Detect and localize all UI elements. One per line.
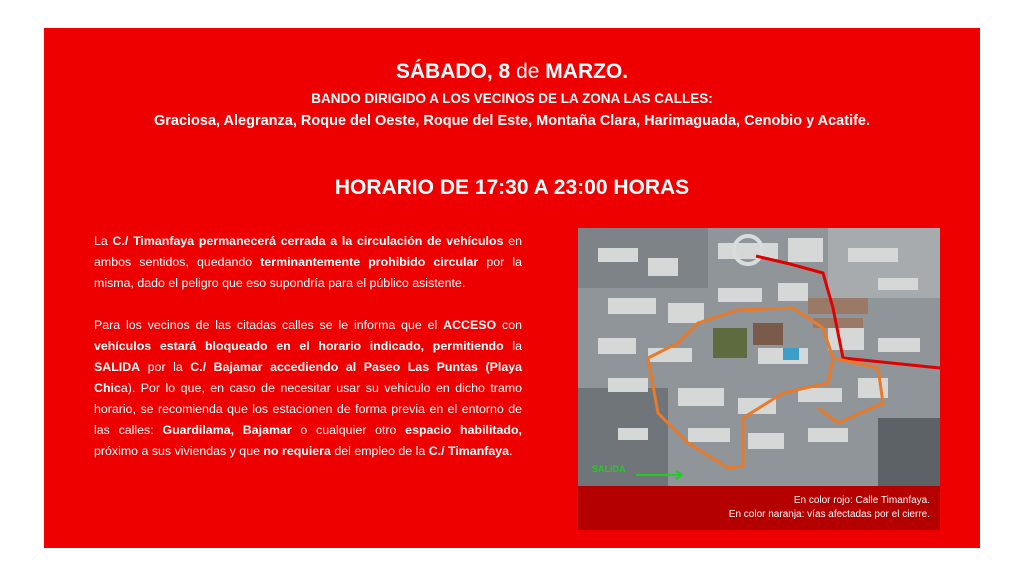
date-connector: de [516, 60, 540, 83]
aerial-map [578, 228, 940, 530]
legend-red-route: En color rojo: Calle Timanfaya. [793, 495, 930, 506]
notice-body [94, 231, 522, 483]
date-month: MARZO. [545, 60, 629, 83]
date-day: SÁBADO, 8 [395, 60, 511, 83]
legend-orange-route: En color naranja: vías afectadas por el cierre. [728, 509, 930, 520]
schedule-heading: HORARIO DE 17:30 A 23:00 HORAS [334, 176, 690, 199]
map-image [578, 228, 940, 486]
date-title [44, 60, 980, 84]
paragraph-closure: La C./ Timanfaya permanecerá cerrada a la circulación de vehículos en ambos sentidos, quedando terminantemente prohibido circular por la misma, dado el peligro que eso supondría para el público asistente. [94, 234, 522, 290]
exit-label: SALIDA [592, 464, 626, 474]
notice-subtitle: BANDO DIRIGIDO A LOS VECINOS DE LA ZONA LAS CALLES: [311, 91, 713, 106]
map-legend [578, 486, 940, 530]
affected-streets: Graciosa, Alegranza, Roque del Oeste, Roque del Este, Montaña Clara, Harimaguada, Cenobio y Acatife. [153, 113, 871, 129]
paragraph-access: Para los vecinos de las citadas calles se le informa que el ACCESO con vehículos estará bloqueado en el horario indicado, permitiendo la SALIDA por la C./ Bajamar accediendo al Paseo Las Puntas (Playa Chica). Por lo que, en caso de necesitar usar su vehículo en dicho tramo horario, se recomienda que los estacionen de forma previa en el entorno de las calles: Guardilama, Bajamar o cualquier otro espacio habilitado, próximo a sus viviendas y que no requiera del empleo de la C./ Timanfaya. [94, 318, 523, 458]
notice-slide [44, 28, 980, 548]
